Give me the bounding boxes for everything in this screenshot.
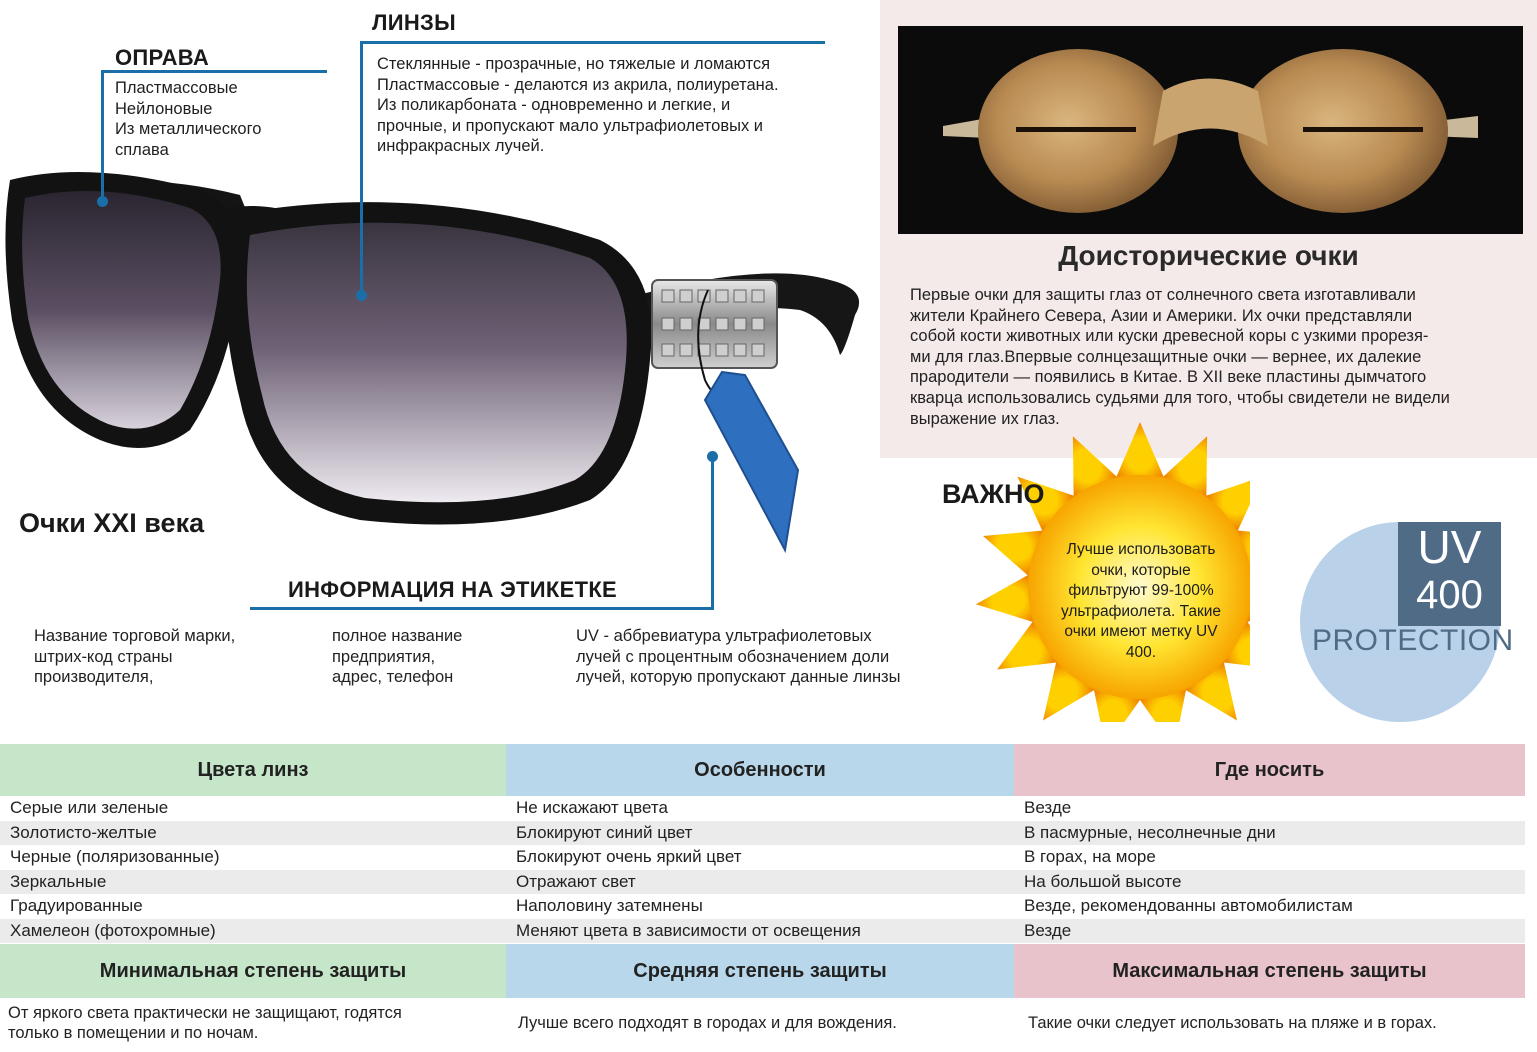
protection-line: Лучше всего подходят в городах и для вождения. xyxy=(518,1013,897,1032)
header-max-protection: Максимальная степень защиты xyxy=(1014,944,1525,998)
header-lens-colors: Цвета линз xyxy=(0,744,506,796)
table-row xyxy=(0,870,1525,895)
label-info-line: UV - аббревиатура ультрафиолетовых xyxy=(576,627,872,645)
table-row xyxy=(0,821,1525,846)
label-rule-vertical xyxy=(711,458,714,610)
label-info-uv xyxy=(576,626,900,688)
frame-item: Нейлоновые xyxy=(115,99,213,118)
label-info-line: адрес, телефон xyxy=(332,668,454,687)
protection-line: Такие очки следует использовать на пляже и в горах. xyxy=(1028,1013,1437,1032)
protection-header xyxy=(0,944,1525,998)
important-line: ультрафиолета. Такие xyxy=(1060,602,1222,620)
cell-lens-color: Зеркальные xyxy=(10,871,107,891)
lenses-rule-vertical xyxy=(360,41,363,293)
bone-goggles-image xyxy=(898,26,1523,234)
prehistoric-title: Доисторические очки xyxy=(1058,240,1359,271)
cell-where: На большой высоте xyxy=(1024,871,1182,891)
prehistoric-line: Первые очки для защиты глаз от солнечного света изготавливали xyxy=(910,286,1416,304)
cell-where: Везде xyxy=(1024,920,1072,940)
label-info-line: Название торговой марки, xyxy=(34,627,236,645)
cell-lens-color: Хамелеон (фотохромные) xyxy=(10,920,216,940)
prehistoric-line: кварца использовались судьями для того, чтобы свидетели не видели xyxy=(910,388,1450,407)
uv-badge-400: 400 xyxy=(1416,573,1483,617)
prehistoric-line: собой кости животных или куски древесной коры с узкими прорезя- xyxy=(910,327,1429,346)
cell-feature: Не искажают цвета xyxy=(516,798,668,818)
protection-line: только в помещении и по ночам. xyxy=(8,1024,259,1042)
prehistoric-description xyxy=(910,285,1520,429)
important-title: ВАЖНО xyxy=(942,479,1045,509)
label-info-title: ИНФОРМАЦИЯ НА ЭТИКЕТКЕ xyxy=(288,577,618,602)
label-rule-horizontal xyxy=(250,607,714,610)
important-line: фильтруют 99-100% xyxy=(1068,582,1214,599)
cell-where: Везде, рекомендованны автомобилистам xyxy=(1024,896,1353,916)
header-min-protection: Минимальная степень защиты xyxy=(0,944,506,998)
lenses-line: Из поликарбоната - одновременно и легкие, и xyxy=(377,96,731,114)
frame-title: ОПРАВА xyxy=(115,45,210,70)
lenses-rule-horizontal xyxy=(360,41,825,44)
prehistoric-panel xyxy=(880,0,1537,458)
frame-item: Пластмассовые xyxy=(115,79,238,97)
table-row xyxy=(0,894,1525,919)
prehistoric-line: ми для глаз.Впервые солнцезащитные очки — вернее, их далекие xyxy=(910,347,1422,366)
important-line: очки имеют метку UV xyxy=(1064,623,1218,640)
label-info-line: производителя, xyxy=(34,668,154,687)
frame-items xyxy=(115,78,261,160)
label-info-line: штрих-код страны xyxy=(34,647,173,666)
frame-item: Из металлического xyxy=(115,120,262,138)
max-protection-text xyxy=(1014,1013,1525,1034)
important-line: Лучше использовать xyxy=(1066,541,1216,558)
protection-line: От яркого света практически не защищают, годятся xyxy=(8,1003,402,1022)
lens-color-table xyxy=(0,744,1525,1048)
cell-lens-color: Золотисто-желтые xyxy=(10,822,157,842)
header-features: Особенности xyxy=(506,744,1014,796)
label-info-company xyxy=(332,626,462,688)
important-line: очки, которые xyxy=(1091,561,1191,579)
modern-glasses-title: Очки XXI века xyxy=(19,508,205,538)
cell-lens-color: Градуированные xyxy=(10,896,143,916)
table-header xyxy=(0,744,1525,796)
lenses-line: Стеклянные - прозрачные, но тяжелые и ломаются xyxy=(377,55,771,73)
important-line: 400. xyxy=(1125,643,1157,661)
uv-protection-label: PROTECTION xyxy=(1312,624,1514,657)
lenses-title: ЛИНЗЫ xyxy=(372,10,456,35)
lenses-line: Пластмассовые - делаются из акрила, полиуретана. xyxy=(377,75,779,94)
cell-feature: Отражают свет xyxy=(516,871,636,891)
frame-item: сплава xyxy=(115,140,169,159)
cell-feature: Блокируют очень яркий цвет xyxy=(516,847,742,867)
header-where-to-wear: Где носить xyxy=(1014,744,1525,796)
cell-where: В пасмурные, несолнечные дни xyxy=(1024,822,1276,842)
label-pointer-dot xyxy=(707,451,718,462)
prehistoric-line: прародители — появились в Китае. В XII веке пластины дымчатого xyxy=(910,368,1427,387)
label-info-line: лучей, которую пропускают данные линзы xyxy=(576,668,901,687)
min-protection-text xyxy=(0,1003,506,1044)
cell-feature: Блокируют синий цвет xyxy=(516,822,693,842)
important-text xyxy=(1046,540,1236,663)
frame-pointer-dot xyxy=(97,196,108,207)
protection-row xyxy=(0,998,1525,1048)
cell-feature: Меняют цвета в зависимости от освещения xyxy=(516,920,861,940)
sunglasses-illustration xyxy=(0,140,880,560)
cell-where: Везде xyxy=(1024,798,1072,818)
table-row xyxy=(0,796,1525,821)
prehistoric-line: жители Крайнего Севера, Азии и Америки. Их очки представляли xyxy=(910,306,1413,325)
cell-feature: Наполовину затемнены xyxy=(516,896,703,916)
prehistoric-line: выражение их глаз. xyxy=(910,409,1060,428)
label-info-line: предприятия, xyxy=(332,647,436,666)
mid-protection-text xyxy=(506,1013,1014,1034)
cell-where: В горах, на море xyxy=(1024,847,1156,867)
lenses-pointer-dot xyxy=(356,290,367,301)
table-row xyxy=(0,845,1525,870)
table-row xyxy=(0,919,1525,944)
label-info-line: полное название xyxy=(332,627,463,645)
lenses-line: прочные, и пропускают мало ультрафиолетовых и xyxy=(377,116,764,135)
cell-lens-color: Черные (поляризованные) xyxy=(10,847,220,867)
lenses-line: инфракрасных лучей. xyxy=(377,137,545,155)
uv-badge-uv: UV xyxy=(1417,521,1482,573)
prehistoric-glasses-photo xyxy=(898,26,1523,234)
uv-400-badge xyxy=(1398,522,1501,626)
header-mid-protection: Средняя степень защиты xyxy=(506,944,1014,998)
label-info-line: лучей с процентным обозначением доли xyxy=(576,647,890,666)
lenses-description xyxy=(377,54,779,157)
cell-lens-color: Серые или зеленые xyxy=(10,798,169,818)
frame-rule-vertical xyxy=(101,70,104,203)
label-info-brand xyxy=(34,626,235,688)
